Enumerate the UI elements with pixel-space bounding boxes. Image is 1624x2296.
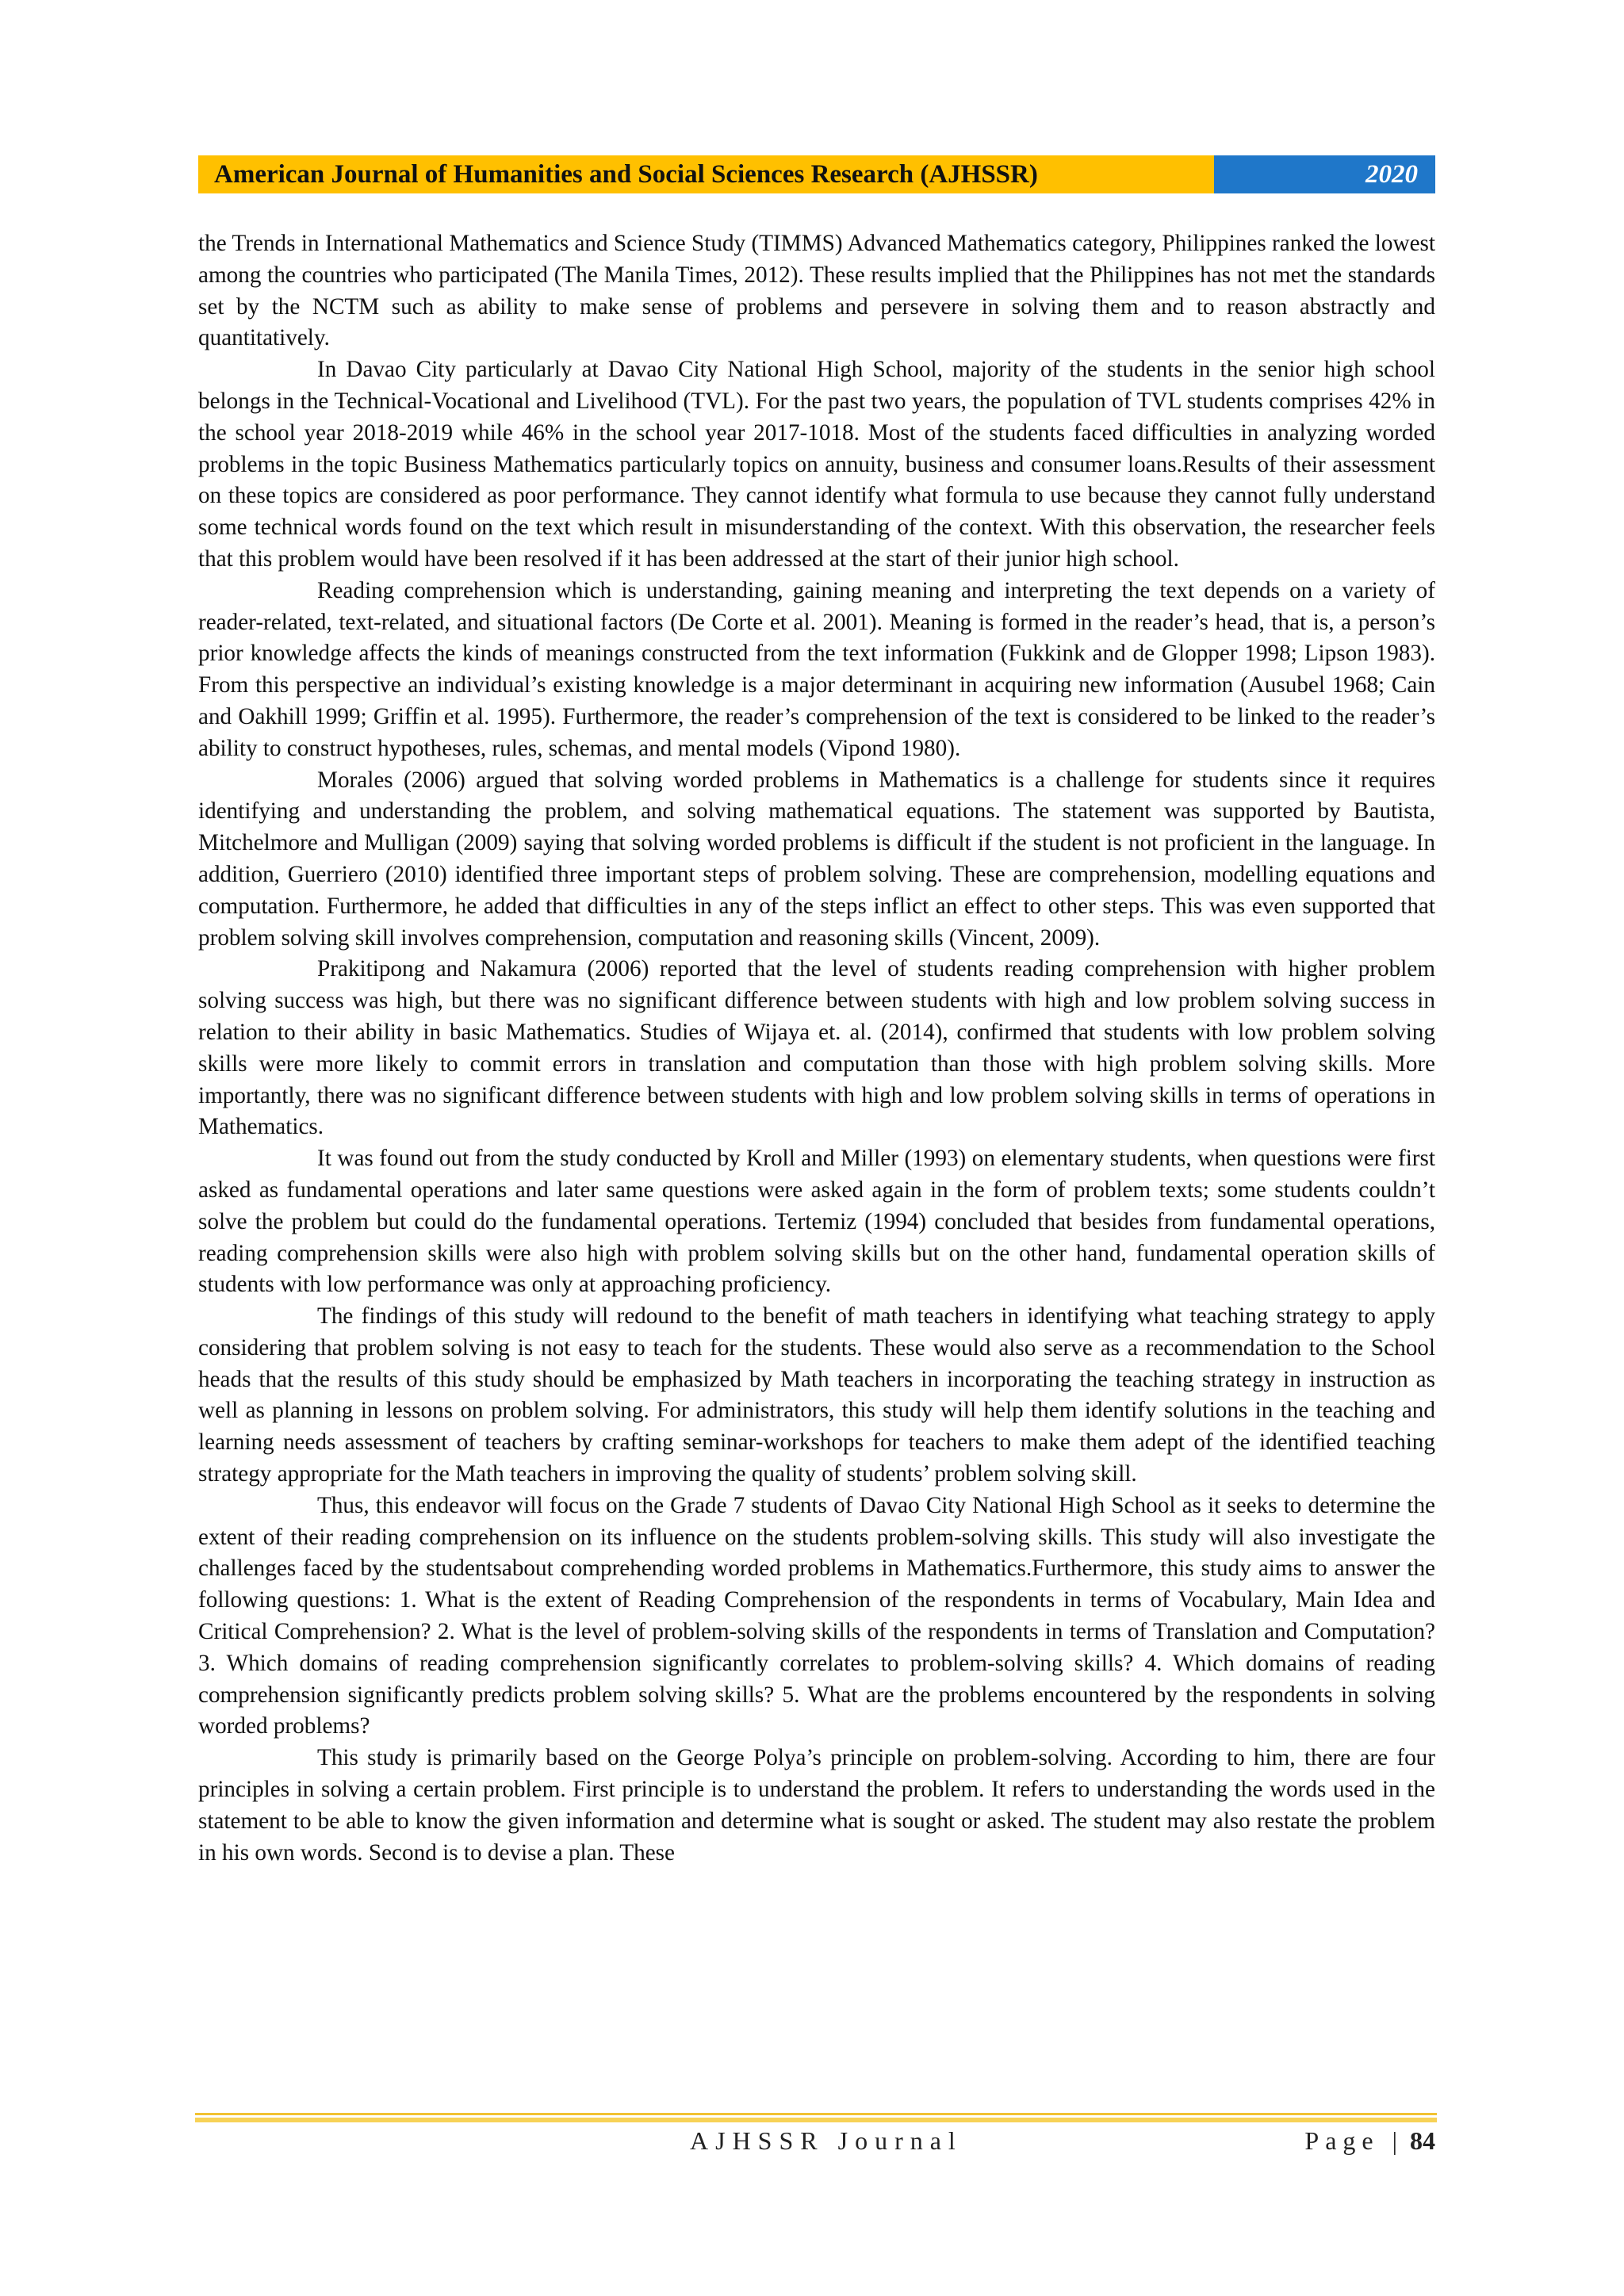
journal-header: [198, 155, 1435, 193]
paragraph: Prakitipong and Nakamura (2006) reported that the level of students reading comprehension with higher problem solving success was high, but there was no significant difference between students with high and low problem solving success in relation to their ability in basic Mathematics. Studies of Wijaya et. al. (2014), confirmed that students with low problem solving skills were more likely to commit errors in translation and computation than those with high problem solving skills. More importantly, there was no significant difference between students with high and low problem solving skills in terms of operations in Mathematics.: [198, 956, 1435, 1140]
paragraph: In Davao City particularly at Davao City National High School, majority of the students in the senior high school belongs in the Technical-Vocational and Livelihood (TVL). For the past two years, the population of TVL students comprises 42% in the school year 2018-2019 while 46% in the school year 2017-1018. Most of the students faced difficulties in analyzing worded problems in the topic Business Mathematics particularly topics on annuity, business and consumer loans.Results of their assessment on these topics are considered as poor performance. They cannot identify what formula to use because they cannot fully understand some technical words found on the text which result in misunderstanding of the context. With this observation, the researcher feels that this problem would have been resolved if it has been addressed at the start of their junior high school.: [198, 357, 1435, 572]
footer-divider: [195, 2118, 1437, 2122]
footer-divider: [195, 2113, 1437, 2115]
page-label: Page |: [1304, 2126, 1404, 2155]
paragraph: Morales (2006) argued that solving worded problems in Mathematics is a challenge for students since it requires identifying and understanding the problem, and solving mathematical equations. The statement was supported by Bautista, Mitchelmore and Mulligan (2009) saying that solving worded problems is difficult if the student is not proficient in the language. In addition, Guerriero (2010) identified three important steps of problem solving. These are comprehension, modelling equations and computation. Furthermore, he added that difficulties in any of the steps inflict an effect to other steps. This was even supported that problem solving skill involves comprehension, computation and reasoning skills (Vincent, 2009).: [198, 767, 1435, 951]
paragraph: Thus, this endeavor will focus on the Grade 7 students of Davao City National High School as it seeks to determine the extent of their reading comprehension on its influence on the students problem-solving skills. This study will also investigate the challenges faced by the studentsabout comprehending worded problems in Mathematics.Furthermore, this study aims to answer the following questions: 1. What is the extent of Reading Comprehension of the respondents in terms of Vocabulary, Main Idea and Critical Comprehension? 2. What is the level of problem-solving skills of the respondents in terms of Translation and Computation? 3. Which domains of reading comprehension significantly correlates to problem-solving skills? 4. Which domains of reading comprehension significantly predicts problem solving skills? 5. What are the problems encountered by the respondents in solving worded problems?: [198, 1492, 1435, 1739]
paragraph: Reading comprehension which is understanding, gaining meaning and interpreting the text depends on a variety of reader-related, text-related, and situational factors (De Corte et al. 2001). Meaning is formed in the reader’s head, that is, a person’s prior knowledge affects the kinds of meanings constructed from the text information (Fukkink and de Glopper 1998; Lipson 1983). From this perspective an individual’s existing knowledge is a major determinant in acquiring new information (Ausubel 1968; Cain and Oakhill 1999; Griffin et al. 1995). Furthermore, the reader’s comprehension of the text is considered to be linked to the reader’s ability to construct hypotheses, rules, schemas, and mental models (Vipond 1980).: [198, 577, 1435, 761]
page-number: 84: [1410, 2126, 1435, 2155]
footer-journal-name: AJHSSR Journal: [690, 2126, 963, 2155]
footer-page-number: [1304, 2126, 1435, 2156]
paragraph: It was found out from the study conducted by Kroll and Miller (1993) on elementary students, when questions were first asked as fundamental operations and later same questions were asked again in the form of problem texts; some students couldn’t solve the problem but could do the fundamental operations. Tertemiz (1994) concluded that besides from fundamental operations, reading comprehension skills were also high with problem solving skills but on the other hand, fundamental operation skills of students with low performance was only at approaching proficiency.: [198, 1146, 1435, 1298]
paragraph: This study is primarily based on the George Polya’s principle on problem-solving. According to him, there are four principles in solving a certain problem. First principle is to understand the problem. It refers to understanding the words used in the statement to be able to know the given information and determine what is sought or asked. The student may also restate the problem in his own words. Second is to devise a plan. These: [198, 1745, 1435, 1866]
paragraph: the Trends in International Mathematics and Science Study (TIMMS) Advanced Mathematics category, Philippines ranked the lowest among the countries who participated (The Manila Times, 2012). These results implied that the Philippines has not met the standards set by the NCTM such as ability to make sense of problems and persevere in solving them and to reason abstractly and quantitatively.: [198, 231, 1435, 351]
journal-title: American Journal of Humanities and Social Sciences Research (AJHSSR): [198, 155, 1214, 193]
body-text: [198, 228, 1435, 1869]
journal-year: 2020: [1214, 155, 1435, 193]
paragraph: The findings of this study will redound to the benefit of math teachers in identifying what teaching strategy to apply considering that problem solving is not easy to teach for the students. These would also serve as a recommendation to the School heads that the results of this study should be emphasized by Math teachers in incorporating the teaching strategy in instruction as well as planning in lessons on problem solving. For administrators, this study will help them identify solutions in the teaching and learning needs assessment of teachers by crafting seminar-workshops for teachers to make them adept of the identified teaching strategy appropriate for the Math teachers in improving the quality of students’ problem solving skill.: [198, 1303, 1435, 1487]
